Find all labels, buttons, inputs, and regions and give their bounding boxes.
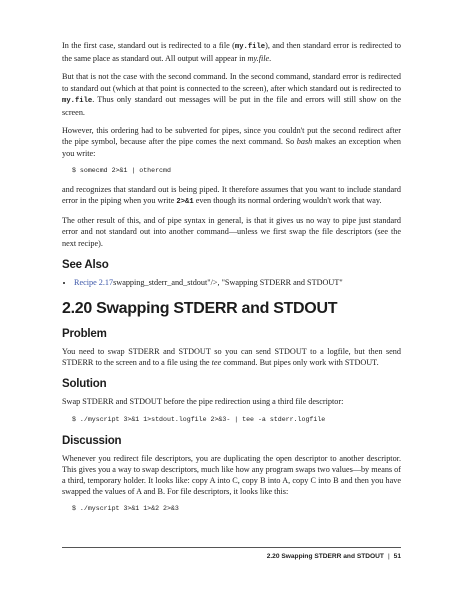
paragraph xyxy=(62,125,401,159)
footer-separator: | xyxy=(387,553,390,560)
recipe-link[interactable]: Recipe 2.17 xyxy=(74,277,114,287)
paragraph: The other result of this, and of pipe syntax in general, is that it gives us no way to pipe just standard error and not standard out into another command—unless we first swap the file descriptors (see the next recipe). xyxy=(62,216,401,248)
text: even though its normal ordering wouldn't work that way. xyxy=(193,196,382,206)
solution-heading: Solution xyxy=(62,378,107,391)
code-block: $ somecmd 2>&1 | othercmd xyxy=(72,166,171,174)
inline-code: my.file xyxy=(62,96,93,105)
text: makes an exception when you write: xyxy=(62,137,401,158)
inline-code: my.file xyxy=(234,43,266,51)
footer-section-title: 2.20 Swapping STDERR and STDOUT xyxy=(266,553,384,560)
text: . xyxy=(269,54,272,64)
text: . Thus only standard out messages will be put in the file and errors will still show on the screen. xyxy=(62,94,401,118)
paragraph: Swap STDERR and STDOUT before the pipe redirection using a third file descriptor: xyxy=(62,397,344,407)
text: and recognizes that standard out is being piped. It therefore assumes that you want to include standard error in the piping when you write xyxy=(62,184,401,206)
text: swapping_stderr_and_stdout"/>, "Swapping STDERR and STDOUT" xyxy=(113,277,343,287)
paragraph xyxy=(62,40,401,64)
emphasis: bash xyxy=(296,137,313,147)
emphasis: tee xyxy=(211,358,222,368)
emphasis: my.file xyxy=(247,54,270,64)
text: ), and then standard error is redirected to the same place as standard out. All output will appear in xyxy=(62,41,401,64)
page-number: 51 xyxy=(393,553,401,560)
text: You need to swap STDERR and STDOUT so you can send STDOUT to a logfile, but then send STDERR to the screen and to a file using the xyxy=(62,347,401,368)
paragraph xyxy=(62,346,401,368)
see-also-heading: See Also xyxy=(62,258,109,271)
page-footer xyxy=(62,547,401,560)
paragraph xyxy=(62,184,401,208)
paragraph xyxy=(62,71,401,118)
text: But that is not the case with the second command. In the second command, standard error is redirected to standard out (which at that point is connected to the screen), after which standard out is redirected to xyxy=(62,72,401,93)
paragraph: Whenever you redirect file descriptors, you are duplicating the open descriptor to another descriptor. This gives you a way to swap descriptors, much like how any program swaps two values—by means of a third, temporary holder. It looks like: copy A into C, copy B into A, copy C into B and then you have swapped the values of A and B. For file descriptors, it looks like this: xyxy=(62,453,401,497)
see-also-list xyxy=(62,277,401,288)
text: command. But pipes only work with STDOUT. xyxy=(221,358,379,368)
inline-code: 2>&1 xyxy=(176,198,194,207)
discussion-heading: Discussion xyxy=(62,434,122,447)
text: However, this ordering had to be subverted for pipes, since you couldn't put the second redirect after the pipe symbol, because after the pipe comes the next command. So xyxy=(62,126,401,147)
text: In the first case, standard out is redirected to a file ( xyxy=(62,41,235,50)
page-content xyxy=(62,40,401,522)
code-block: $ ./myscript 3>&1 1>&2 2>&3 xyxy=(72,505,179,513)
problem-heading: Problem xyxy=(62,328,107,341)
list-item xyxy=(74,277,401,288)
section-title: 2.20 Swapping STDERR and STDOUT xyxy=(62,300,338,318)
code-block: $ ./myscript 3>&1 1>stdout.logfile 2>&3- | tee -a stderr.logfile xyxy=(72,415,326,423)
